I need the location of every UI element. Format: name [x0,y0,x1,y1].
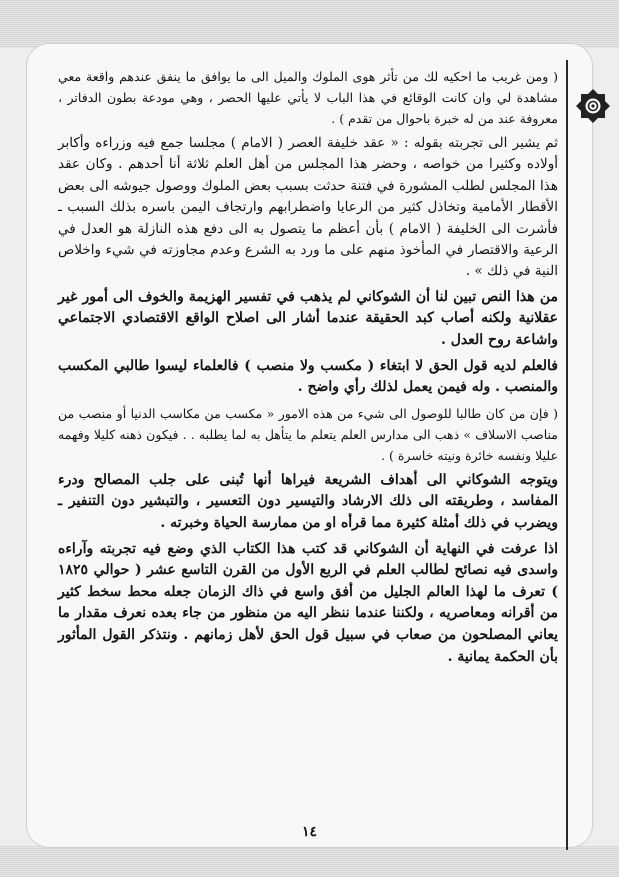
top-frame-band [0,0,619,48]
quote-paragraph-5: ( فإن من كان طالبا للوصول الى شيء من هذه الامور « مكسب من مكاسب الدنيا أو منصب من مناصب الاسلاف » ذهب الى مدارس العلم يتعلم ما يتأهل به لما يطلبه . . فيكون ذهنه كليلا وفهمه عليلا ونفسه خائرة ونيته خاسرة ) . [58,405,558,463]
body-paragraph-6: ويتوجه الشوكاني الى أهداف الشريعة فيراها أنها تُبنى على جلب المصالح ودرء المفاسد ، وطريقته الى ذلك الارشاد والتيسير دون التعسير ، والتبشير دون التنفير ـ ويضرب في ذلك أمثلة كثيرة مما قرأه او من ممارسة الحياة وخبرته . [58,471,558,531]
eight-point-star-ornament-icon [576,86,610,126]
body-paragraph-4: فالعلم لديه قول الحق لا ابتغاء ( مكسب ولا منصب ) فالعلماء ليسوا طالبي المكسب والمنصب . وله فيمن يعمل لذلك رأي واضح . [58,357,558,396]
quote-paragraph-1: ( ومن غريب ما احكيه لك من تأثر هوى الملوك والميل الى ما يوافق ما ينفق عندهم واقعة معي مشاهدة لي وان كانت الوقائع في هذا الباب لا يأتي عليها الحصر ، وهي مودعة بطون الدفاتر ، معروفة عند من له خبرة باحوال من تقدم ) . [58,69,558,126]
body-paragraph-7: اذا عرفت في النهاية أن الشوكاني قد كتب هذا الكتاب الذي وضع فيه تجربته وآراءه واسدى فيه نصائح لطالب العلم في الربع الأول من القرن التاسع عشر ( حوالي ١٨٢٥ ) تعرف ما لهذا العالم الجليل من أفق واسع في ذاك الزمان جعله محط سخط كثير من أقرانه ومعاصريه ، ولكننا عندما ننظر اليه من منظور من جاء بعده نعرف مقدار ما يعاني المصلحون من صعاب في سبيل قول الحق لأهل زمانهم . ونتذكر القول المأثور بأن الحكمة يمانية . [58,540,558,665]
margin-rule [566,60,568,850]
body-paragraph-2: ثم يشير الى تجربته بقوله : « عقد خليفة العصر ( الامام ) مجلسا جمع فيه وزراءه وأكابر أولاده وكثيرا من خواصه ، وحضر هذا المجلس من أهل العلم ثلاثة أنا أحدهم . وكان عقد هذا المجلس لطلب المشورة في فتنة حدثت بسبب بعض الملوك ووصول جيوشه الى بعض الأقطار الأمامية وتخاذل كثير من الرعايا واضطرابهم وارتجاف اليمن باسره بذلك السبب ـ فأشرت الى الخليفة ( الامام ) بأن أعظم ما يتصول به الى دفع هذه النازلة هو العدل في الرعية والاقتصار في المأخوذ منهم على ما ورد به الشرع وعدم مجاوزته في شيء واخلاص النية في ذلك » . [58,135,558,280]
bottom-frame-band [0,846,619,877]
article-body [58,66,558,672]
page-number: ١٤ [301,824,318,840]
body-paragraph-3: من هذا النص تبين لنا أن الشوكاني لم يذهب في تفسير الهزيمة والخوف الى أمور غير عقلانية ولكنه أصاب كبد الحقيقة عندما أشار الى اصلاح الواقع الاقتصادي الاجتماعي واشاعة روح العدل . [58,288,558,349]
